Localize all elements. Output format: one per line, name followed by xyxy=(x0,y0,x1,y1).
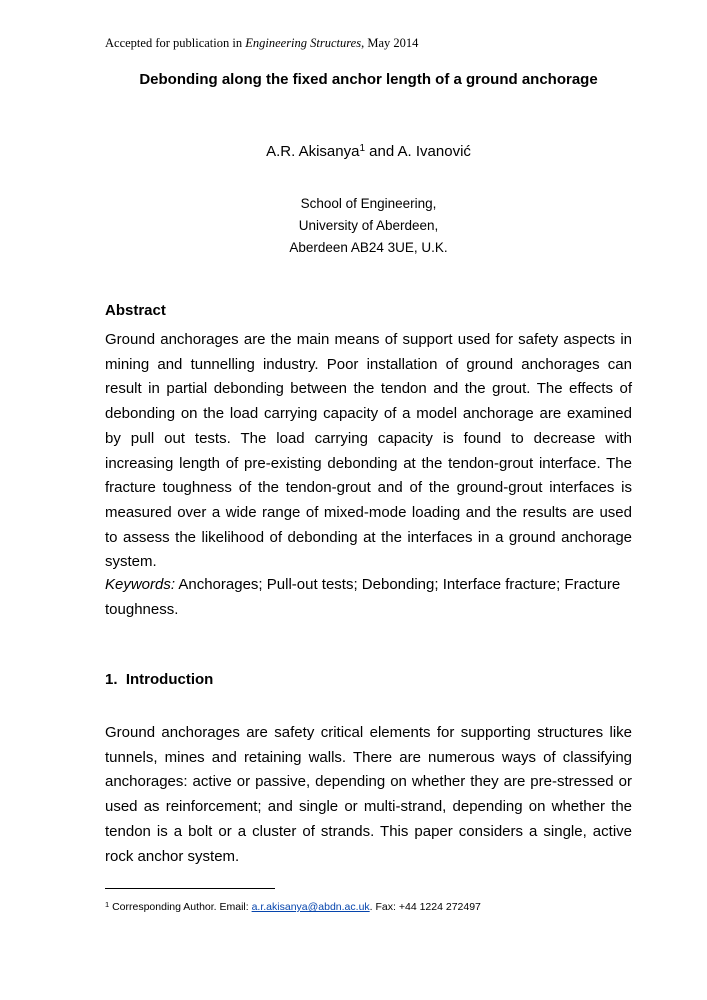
author-name-1: A.R. Akisanya xyxy=(266,143,360,160)
author-affiliation-superscript: 1 xyxy=(359,143,366,154)
introduction-paragraph: Ground anchorages are safety critical elements for supporting structures like tunnels, mines and retaining walls. There are numerous ways of classifying anchorages: active or passive, depending on whether they are pre-stressed or used as reinforcement; and single or multi-strand, depending on whether the tendon is a bolt or a cluster of strands. This paper considers a single, active rock anchor system. xyxy=(105,724,632,865)
publication-note-prefix: Accepted for publication in xyxy=(105,36,246,50)
keywords-label: Keywords: xyxy=(105,576,176,593)
keywords-paragraph xyxy=(105,573,632,622)
keywords-text: Anchorages; Pull-out tests; Debonding; Interface fracture; Fracture toughness. xyxy=(105,576,621,618)
affiliation-line: Aberdeen AB24 3UE, U.K. xyxy=(289,240,448,255)
affiliation-line: University of Aberdeen, xyxy=(298,218,439,233)
affiliation-line: School of Engineering, xyxy=(300,196,437,211)
affiliation-block xyxy=(105,193,632,259)
footnote-text-prefix: Corresponding Author. Email: xyxy=(109,901,252,913)
footnote-text-suffix: . Fax: +44 1224 272497 xyxy=(369,901,481,913)
footnote-marker: 1 xyxy=(105,900,110,909)
paper-title: Debonding along the fixed anchor length of a ground anchorage xyxy=(139,71,598,88)
footnote xyxy=(105,900,632,915)
abstract-paragraph: Ground anchorages are the main means of support used for safety aspects in mining and tunnelling industry. Poor installation of ground anchorages can result in partial debonding between the tendon and the grout. The effects of debonding on the load carrying capacity of a model anchorage are examined by pull out tests. The load carrying capacity is found to decrease with increasing length of pre-existing debonding at the tendon-grout interface. The fracture toughness of the tendon-grout and of the ground-grout interfaces is measured over a wide range of mixed-mode loading and the results are used to assess the likelihood of debonding at the interfaces in a ground anchorage system. xyxy=(105,331,632,571)
journal-name: Engineering Structures xyxy=(245,36,362,50)
authors-line xyxy=(105,143,632,160)
section-heading-introduction: 1. Introduction xyxy=(105,671,214,688)
abstract-heading: Abstract xyxy=(105,302,166,319)
email-link[interactable]: a.r.akisanya@abdn.ac.uk xyxy=(251,901,370,913)
publication-note xyxy=(105,36,632,51)
publication-note-suffix: , May 2014 xyxy=(361,36,419,50)
author-name-2: and A. Ivanović xyxy=(365,143,471,160)
footnote-divider xyxy=(105,888,275,889)
